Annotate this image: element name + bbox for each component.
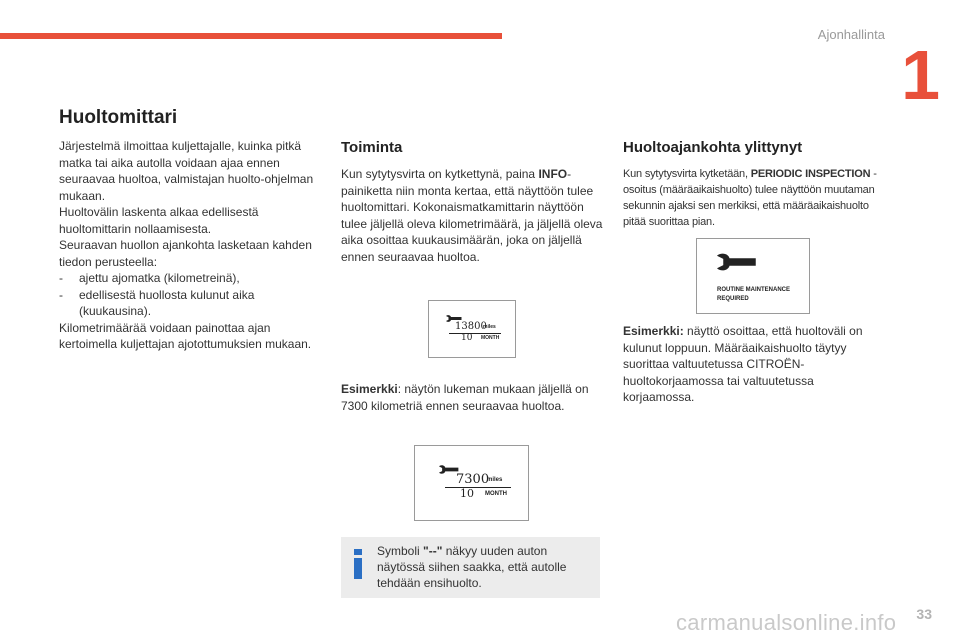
routine-maintenance-display: [696, 238, 810, 314]
display-separator: [449, 333, 501, 334]
intro-paragraph-3: Seuraavan huollon ajankohta lasketaan kahden tiedon perusteella:: [59, 238, 312, 269]
intro-paragraph-4: Kilometrimäärää voidaan painottaa ajan kertoimella kuljettajan ajotottumuksien mukaan.: [59, 320, 312, 351]
months-unit: MONTH: [481, 335, 500, 341]
section-label: Ajonhallinta: [817, 27, 885, 42]
maintenance-display-7300: [414, 445, 529, 521]
routine-maintenance-line2: REQUIRED: [717, 296, 749, 302]
maintenance-display-13800: [428, 300, 516, 358]
header-accent-bar: [0, 33, 502, 39]
toiminta-text-end: -painiketta niin monta kertaa, että näyttöön tulee huoltomittari. Kokonaismatkamittarin näyttöön tulee jäljellä oleva kilometrimäärä, ja jäljellä oleva aika osoittaa kuukausimäärän, joka on jäljellä ennen seuraavaa huoltoa.: [341, 167, 603, 264]
periodic-inspection-label: PERIODIC INSPECTION: [750, 168, 871, 180]
info-note: [341, 537, 600, 598]
info-icon: [354, 549, 362, 579]
display-separator: [445, 487, 511, 488]
distance-value: 7300: [456, 472, 490, 487]
toiminta-column: [341, 166, 603, 265]
ylittynyt-text-start: Kun sytytysvirta kytketään,: [623, 168, 751, 180]
intro-column: [59, 138, 325, 353]
ylittynyt-column: [623, 166, 885, 230]
info-text-start: Symboli: [377, 544, 424, 558]
toiminta-text-start: Kun sytytysvirta on kytkettynä, paina: [341, 167, 539, 181]
page-number: 33: [916, 606, 932, 622]
intro-paragraph-2: Huoltovälin laskenta alkaa edellisestä huoltomittarin nollaamisesta.: [59, 205, 259, 236]
info-text-end: näkyy uuden auton näytössä siihen saakka, että autolle tehdään ensihuolto.: [377, 544, 567, 590]
toiminta-paragraph: [341, 166, 603, 265]
list-item: [59, 287, 325, 320]
example-label: Esimerkki: [341, 382, 398, 396]
ylittynyt-title: Huoltoajankohta ylittynyt: [623, 139, 803, 156]
toiminta-title: Toiminta: [341, 139, 403, 156]
example-text: näyttö osoittaa, että huoltoväli on kulunut loppuun. Määräaikaishuolto täytyy suorittaa valtuutetussa CITROËN-huoltokorjaamossa tai valtuutetussa korjaamossa.: [623, 324, 863, 404]
example-label: Esimerkki:: [623, 324, 684, 338]
list-item-text: edellisestä huollosta kulunut aika (kuukausina).: [79, 287, 255, 318]
distance-unit: miles: [483, 324, 496, 330]
watermark: carmanualsonline.info: [676, 610, 897, 635]
intro-paragraph-1: Järjestelmä ilmoittaa kuljettajalle, kuinka pitkä matka tai aika autolla voidaan ajaa ennen seuraavaa huoltoa, valmistajan huolto-ohjelman mukaan.: [59, 139, 314, 203]
info-note-text: [377, 543, 593, 591]
example-text: : näytön lukeman mukaan jäljellä on 7300 kilometriä ennen seuraavaa huoltoa.: [341, 382, 589, 413]
ylittynyt-text-end: -osoitus (määräaikaishuolto) tulee näyttöön muutaman sekunnin ajaksi sen merkiksi, että määräaikaishuolto pitää suorittaa pian.: [623, 168, 877, 228]
page-title: Huoltomittari: [59, 107, 178, 128]
toiminta-example: [341, 381, 603, 414]
list-item-text: ajettu ajomatka (kilometreinä),: [79, 271, 240, 285]
chapter-number: 1: [901, 36, 940, 114]
ylittynyt-example: [623, 323, 885, 406]
list-item: [59, 270, 325, 287]
list-dash: -: [59, 271, 63, 285]
wrench-icon: [717, 253, 757, 271]
months-value: 10: [460, 487, 474, 500]
info-symbol: "--": [423, 544, 443, 558]
months-value: 10: [461, 333, 473, 343]
info-button-label: INFO: [538, 167, 568, 181]
months-unit: MONTH: [485, 491, 507, 497]
distance-value: 13800: [455, 321, 487, 332]
routine-maintenance-line1: ROUTINE MAINTENANCE: [717, 287, 790, 293]
distance-unit: miles: [487, 477, 503, 483]
ylittynyt-paragraph: [623, 166, 885, 230]
list-dash: -: [59, 287, 63, 302]
